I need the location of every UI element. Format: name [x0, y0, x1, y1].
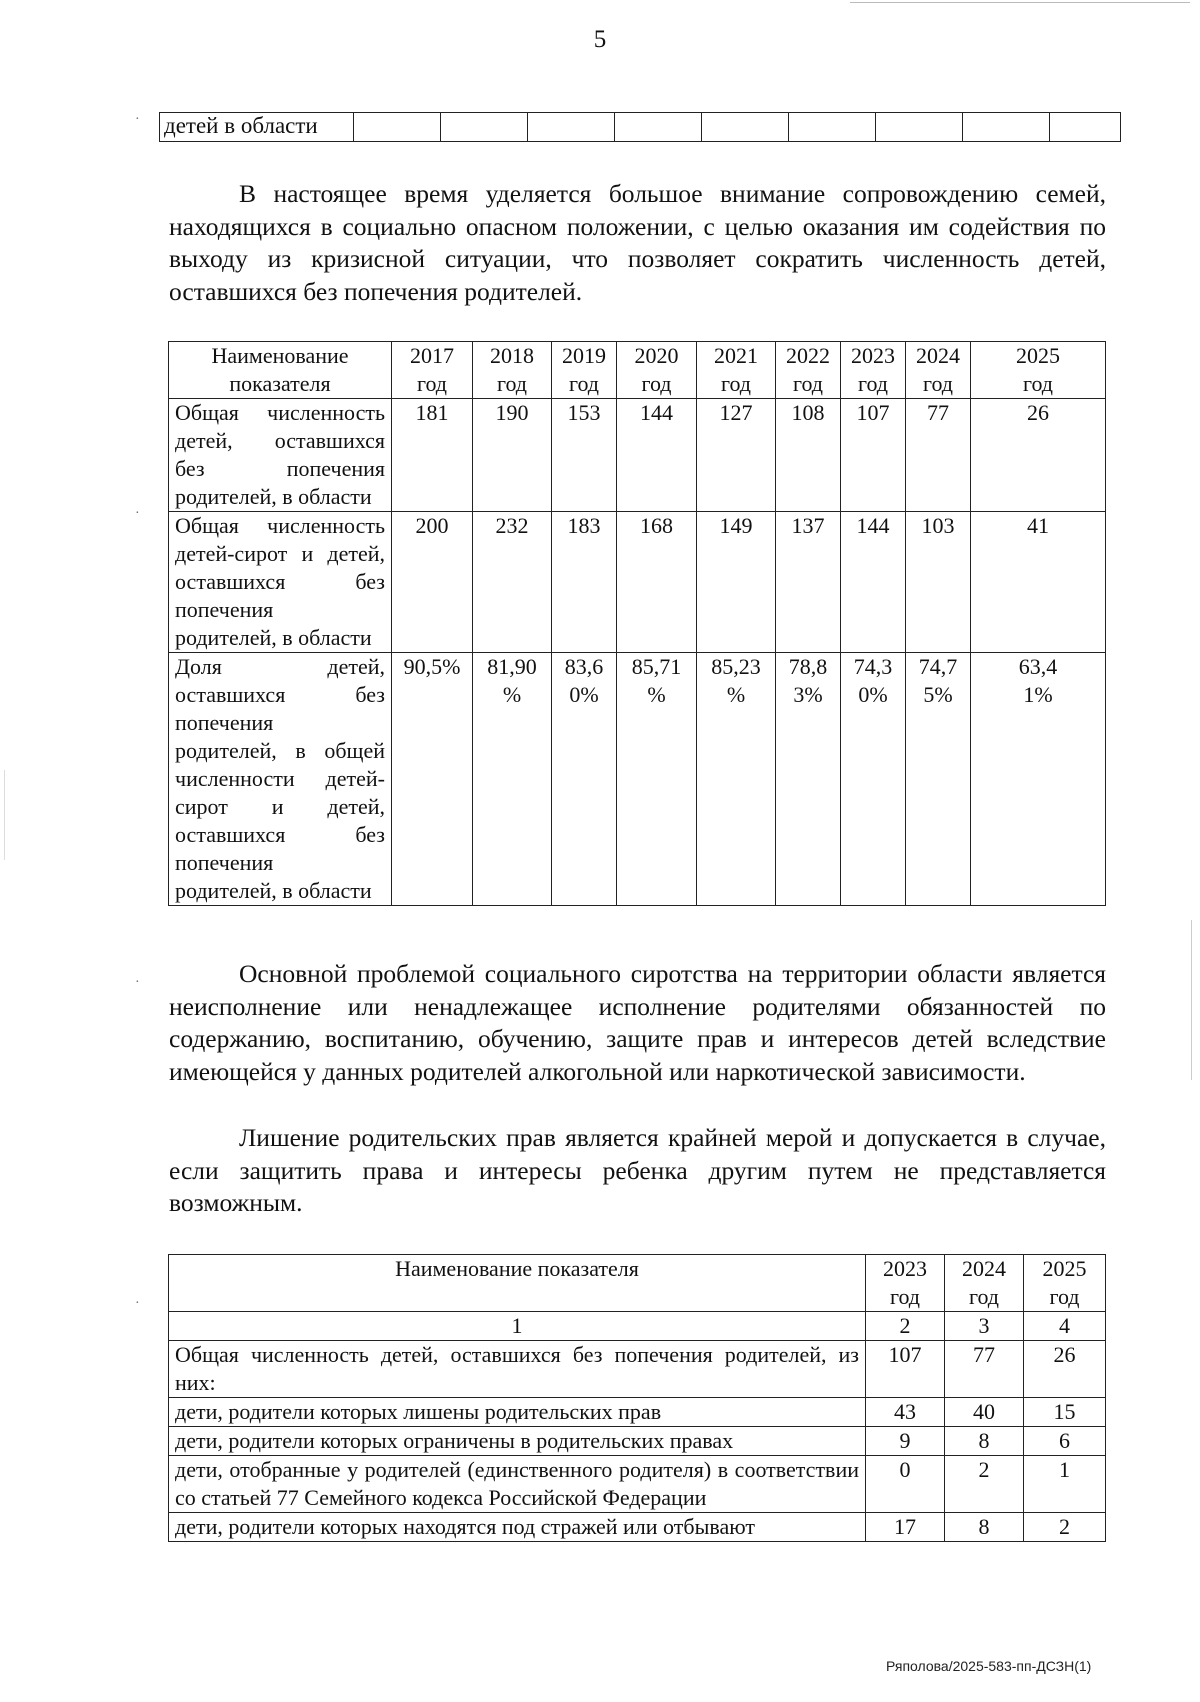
row-name-line: родителей, в области: [175, 484, 372, 509]
page-number: 5: [593, 26, 607, 53]
row-name-cell: [169, 512, 392, 653]
value-line: 190: [495, 400, 529, 425]
empty-cell: [702, 113, 789, 142]
value-cell: [392, 399, 473, 512]
header-year-cell: [473, 342, 552, 399]
header-year-cell: [392, 342, 473, 399]
value-cell: [473, 399, 552, 512]
header-year-cell: [866, 1255, 945, 1312]
value-cell: [392, 653, 473, 906]
header-year-cell: [945, 1255, 1024, 1312]
header-year-line: год: [968, 1284, 1000, 1309]
row-name-line: без попечения: [175, 456, 385, 481]
value-line: 232: [495, 513, 529, 538]
scan-dot: ·: [135, 506, 140, 521]
value-line: 144: [640, 400, 673, 425]
paragraph-problem: [169, 958, 1106, 1088]
value-cell: [776, 653, 841, 906]
header-year-cell: [617, 342, 697, 399]
table-row: [169, 653, 1106, 906]
value-line: 144: [856, 513, 890, 538]
table-row: [169, 1398, 1106, 1427]
row-name-line: оставшихся без: [175, 682, 385, 707]
paragraph-support: [169, 178, 1106, 308]
row-name-cell: дети, родители которых ограничены в родительских правах: [169, 1427, 866, 1456]
table-row: [169, 1456, 1106, 1513]
column-number-cell: 2: [866, 1312, 945, 1341]
scan-dot: ·: [135, 112, 140, 127]
value-line: 0%: [569, 682, 599, 707]
table-row: [169, 1341, 1106, 1398]
header-name-line: Наименование: [211, 343, 349, 368]
value-line: 74,3: [853, 654, 893, 679]
value-line: 85,23: [711, 654, 761, 679]
row-name-cell: дети, отобранные у родителей (единственного родителя) в соответствии со статьей 77 Семейного кодекса Российской Федерации: [169, 1456, 866, 1513]
header-year-line: год: [568, 371, 600, 396]
row-name-line: детей-сирот и детей,: [175, 541, 385, 566]
value-line: 183: [567, 513, 601, 538]
value-cell: [697, 653, 776, 906]
row-name-line: детей, оставшихся: [175, 428, 385, 453]
value-cell: [552, 653, 617, 906]
header-year-line: год: [496, 371, 528, 396]
value-line: 78,8: [788, 654, 828, 679]
row-name-line: Доля детей,: [175, 654, 385, 679]
document-footer-id: Ряполова/2025-583-пп-ДСЗН(1): [886, 1658, 1092, 1674]
header-year-cell: [697, 342, 776, 399]
value-line: 153: [567, 400, 601, 425]
header-year-line: год: [1049, 1284, 1080, 1309]
value-cell: [906, 653, 971, 906]
value-cell: 2: [1024, 1513, 1106, 1542]
header-year-line: 2023: [883, 1256, 927, 1281]
continuation-table: [159, 112, 1121, 142]
paragraph-text: В настоящее время уделяется большое внимание сопровождению семей, находящихся в социально опасном положении, с целью оказания им содействия по выходу из кризисной ситуации, что позволяет сократить численность детей, оставшихся без попечения родителей.: [169, 179, 1106, 306]
header-year-line: год: [857, 371, 889, 396]
table-header-row: [169, 1255, 1106, 1312]
row-name-line: Общая численность: [175, 400, 385, 425]
header-year-line: 2024: [962, 1256, 1006, 1281]
header-year-line: год: [416, 371, 448, 396]
row-name-cell: Общая численность детей, оставшихся без попечения родителей, из них:: [169, 1341, 866, 1398]
header-year-cell: [552, 342, 617, 399]
table-row: [169, 1427, 1106, 1456]
column-number-cell: 3: [945, 1312, 1024, 1341]
paragraph-deprivation: [169, 1122, 1106, 1220]
column-number-row: [169, 1312, 1106, 1341]
empty-cell: [354, 113, 441, 142]
row-name-line: Общая численность: [175, 513, 385, 538]
value-cell: [697, 399, 776, 512]
column-number-cell: 1: [169, 1312, 866, 1341]
row-name-cell: дети, родители которых лишены родительских прав: [169, 1398, 866, 1427]
value-cell: [473, 512, 552, 653]
value-cell: [473, 653, 552, 906]
value-cell: 1: [1024, 1456, 1106, 1513]
value-cell: [971, 653, 1106, 906]
value-line: 81,90: [487, 654, 537, 679]
value-cell: [776, 399, 841, 512]
value-cell: [841, 399, 906, 512]
value-cell: 77: [945, 1341, 1024, 1398]
value-cell: [617, 512, 697, 653]
value-cell: 8: [945, 1427, 1024, 1456]
header-year-line: год: [641, 371, 672, 396]
row-name-line: попечения: [175, 850, 274, 875]
scan-dot: ·: [135, 975, 140, 990]
table-row: [169, 512, 1106, 653]
row-name-line: родителей, в области: [175, 625, 372, 650]
table-children-categories: [168, 1254, 1106, 1542]
row-name-line: сирот и детей,: [175, 794, 385, 819]
row-name-cell: [169, 399, 392, 512]
value-line: 1%: [1023, 682, 1053, 707]
value-cell: 9: [866, 1427, 945, 1456]
header-year-line: год: [922, 371, 954, 396]
value-cell: 43: [866, 1398, 945, 1427]
header-year-line: 2024: [916, 343, 960, 368]
row-name-cell: дети, родители которых находятся под стражей или отбывают: [169, 1513, 866, 1542]
header-year-line: 2018: [490, 343, 534, 368]
row-name-line: попечения: [175, 597, 274, 622]
row-name-line: численности детей-: [175, 766, 385, 791]
value-line: 127: [719, 400, 753, 425]
header-year-line: 2023: [851, 343, 895, 368]
row-name-cell: [169, 653, 392, 906]
continuation-label: детей в области: [160, 113, 354, 142]
value-cell: [971, 399, 1106, 512]
header-year-line: 2020: [634, 343, 679, 368]
header-year-cell: [1024, 1255, 1106, 1312]
value-line: 74,7: [918, 654, 958, 679]
value-cell: 6: [1024, 1427, 1106, 1456]
value-cell: 8: [945, 1513, 1024, 1542]
empty-cell: [1050, 113, 1121, 142]
row-name-line: родителей, в области: [175, 878, 372, 903]
header-year-line: год: [1022, 371, 1054, 396]
value-cell: [776, 512, 841, 653]
value-cell: [617, 653, 697, 906]
header-year-line: 2021: [714, 343, 758, 368]
header-year-cell: [906, 342, 971, 399]
value-cell: 17: [866, 1513, 945, 1542]
empty-cell: [876, 113, 963, 142]
value-cell: [552, 399, 617, 512]
value-cell: [841, 512, 906, 653]
header-year-line: 2025: [1016, 343, 1060, 368]
paragraph-text: Основной проблемой социального сиротства на территории области является неисполнение или ненадлежащее исполнение родителями обязанностей по содержанию, воспитанию, обучению, защите прав и интересов детей вследствие имеющейся у данных родителей алкогольной или наркотической зависимости.: [169, 959, 1106, 1086]
row-name-line: попечения: [175, 710, 274, 735]
scan-artifact-line: [850, 2, 1190, 3]
header-year-line: 2017: [410, 343, 454, 368]
value-cell: [841, 653, 906, 906]
scan-artifact-edge-right: [1191, 920, 1192, 1080]
value-line: 3%: [793, 682, 823, 707]
value-line: 77: [927, 400, 949, 425]
value-cell: [697, 512, 776, 653]
value-line: 83,6: [564, 654, 604, 679]
column-number-cell: 4: [1024, 1312, 1106, 1341]
value-line: 181: [415, 400, 449, 425]
header-name-line: показателя: [229, 371, 331, 396]
row-name-line: оставшихся без: [175, 569, 385, 594]
value-line: 137: [791, 513, 825, 538]
value-line: 0%: [858, 682, 888, 707]
scan-artifact-edge: [4, 770, 5, 860]
value-line: 85,71: [631, 654, 682, 679]
value-cell: [971, 512, 1106, 653]
empty-cell: [615, 113, 702, 142]
value-line: 149: [719, 513, 753, 538]
row-name-line: родителей, в общей: [175, 738, 385, 763]
value-cell: 0: [866, 1456, 945, 1513]
table-orphan-statistics: [168, 341, 1106, 906]
value-cell: [552, 512, 617, 653]
value-cell: 107: [866, 1341, 945, 1398]
table-row: [169, 399, 1106, 512]
value-line: 26: [1027, 400, 1049, 425]
value-line: %: [502, 682, 522, 707]
value-cell: [392, 512, 473, 653]
header-year-line: 2022: [786, 343, 830, 368]
row-name-line: оставшихся без: [175, 822, 385, 847]
value-cell: 26: [1024, 1341, 1106, 1398]
header-year-line: год: [889, 1284, 921, 1309]
value-cell: [906, 512, 971, 653]
header-year-cell: [841, 342, 906, 399]
header-year-cell: [971, 342, 1106, 399]
value-cell: [617, 399, 697, 512]
table-row: [169, 1513, 1106, 1542]
value-cell: 2: [945, 1456, 1024, 1513]
value-line: %: [726, 682, 746, 707]
header-name-cell: Наименование показателя: [169, 1255, 866, 1312]
value-line: 41: [1027, 513, 1049, 538]
empty-cell: [789, 113, 876, 142]
header-year-line: 2025: [1042, 1256, 1087, 1281]
value-cell: 15: [1024, 1398, 1106, 1427]
value-cell: [906, 399, 971, 512]
empty-cell: [528, 113, 615, 142]
continuation-row: [160, 113, 1121, 142]
header-year-line: год: [720, 371, 752, 396]
empty-cell: [441, 113, 528, 142]
value-line: 5%: [923, 682, 953, 707]
value-line: 168: [640, 513, 673, 538]
header-year-line: 2019: [562, 343, 606, 368]
value-line: 103: [921, 513, 955, 538]
header-name-cell: [169, 342, 392, 399]
paragraph-text: Лишение родительских прав является крайней мерой и допускается в случае, если защитить права и интересы ребенка другим путем не представляется возможным.: [169, 1123, 1106, 1217]
scan-dot: ·: [135, 1296, 140, 1311]
value-cell: 40: [945, 1398, 1024, 1427]
value-line: 107: [856, 400, 890, 425]
header-year-cell: [776, 342, 841, 399]
value-line: %: [647, 682, 666, 707]
value-line: 200: [415, 513, 449, 538]
value-line: 90,5%: [403, 654, 461, 679]
table-header-row: [169, 342, 1106, 399]
value-line: 63,4: [1018, 654, 1058, 679]
header-year-line: год: [792, 371, 824, 396]
empty-cell: [963, 113, 1050, 142]
value-line: 108: [791, 400, 825, 425]
